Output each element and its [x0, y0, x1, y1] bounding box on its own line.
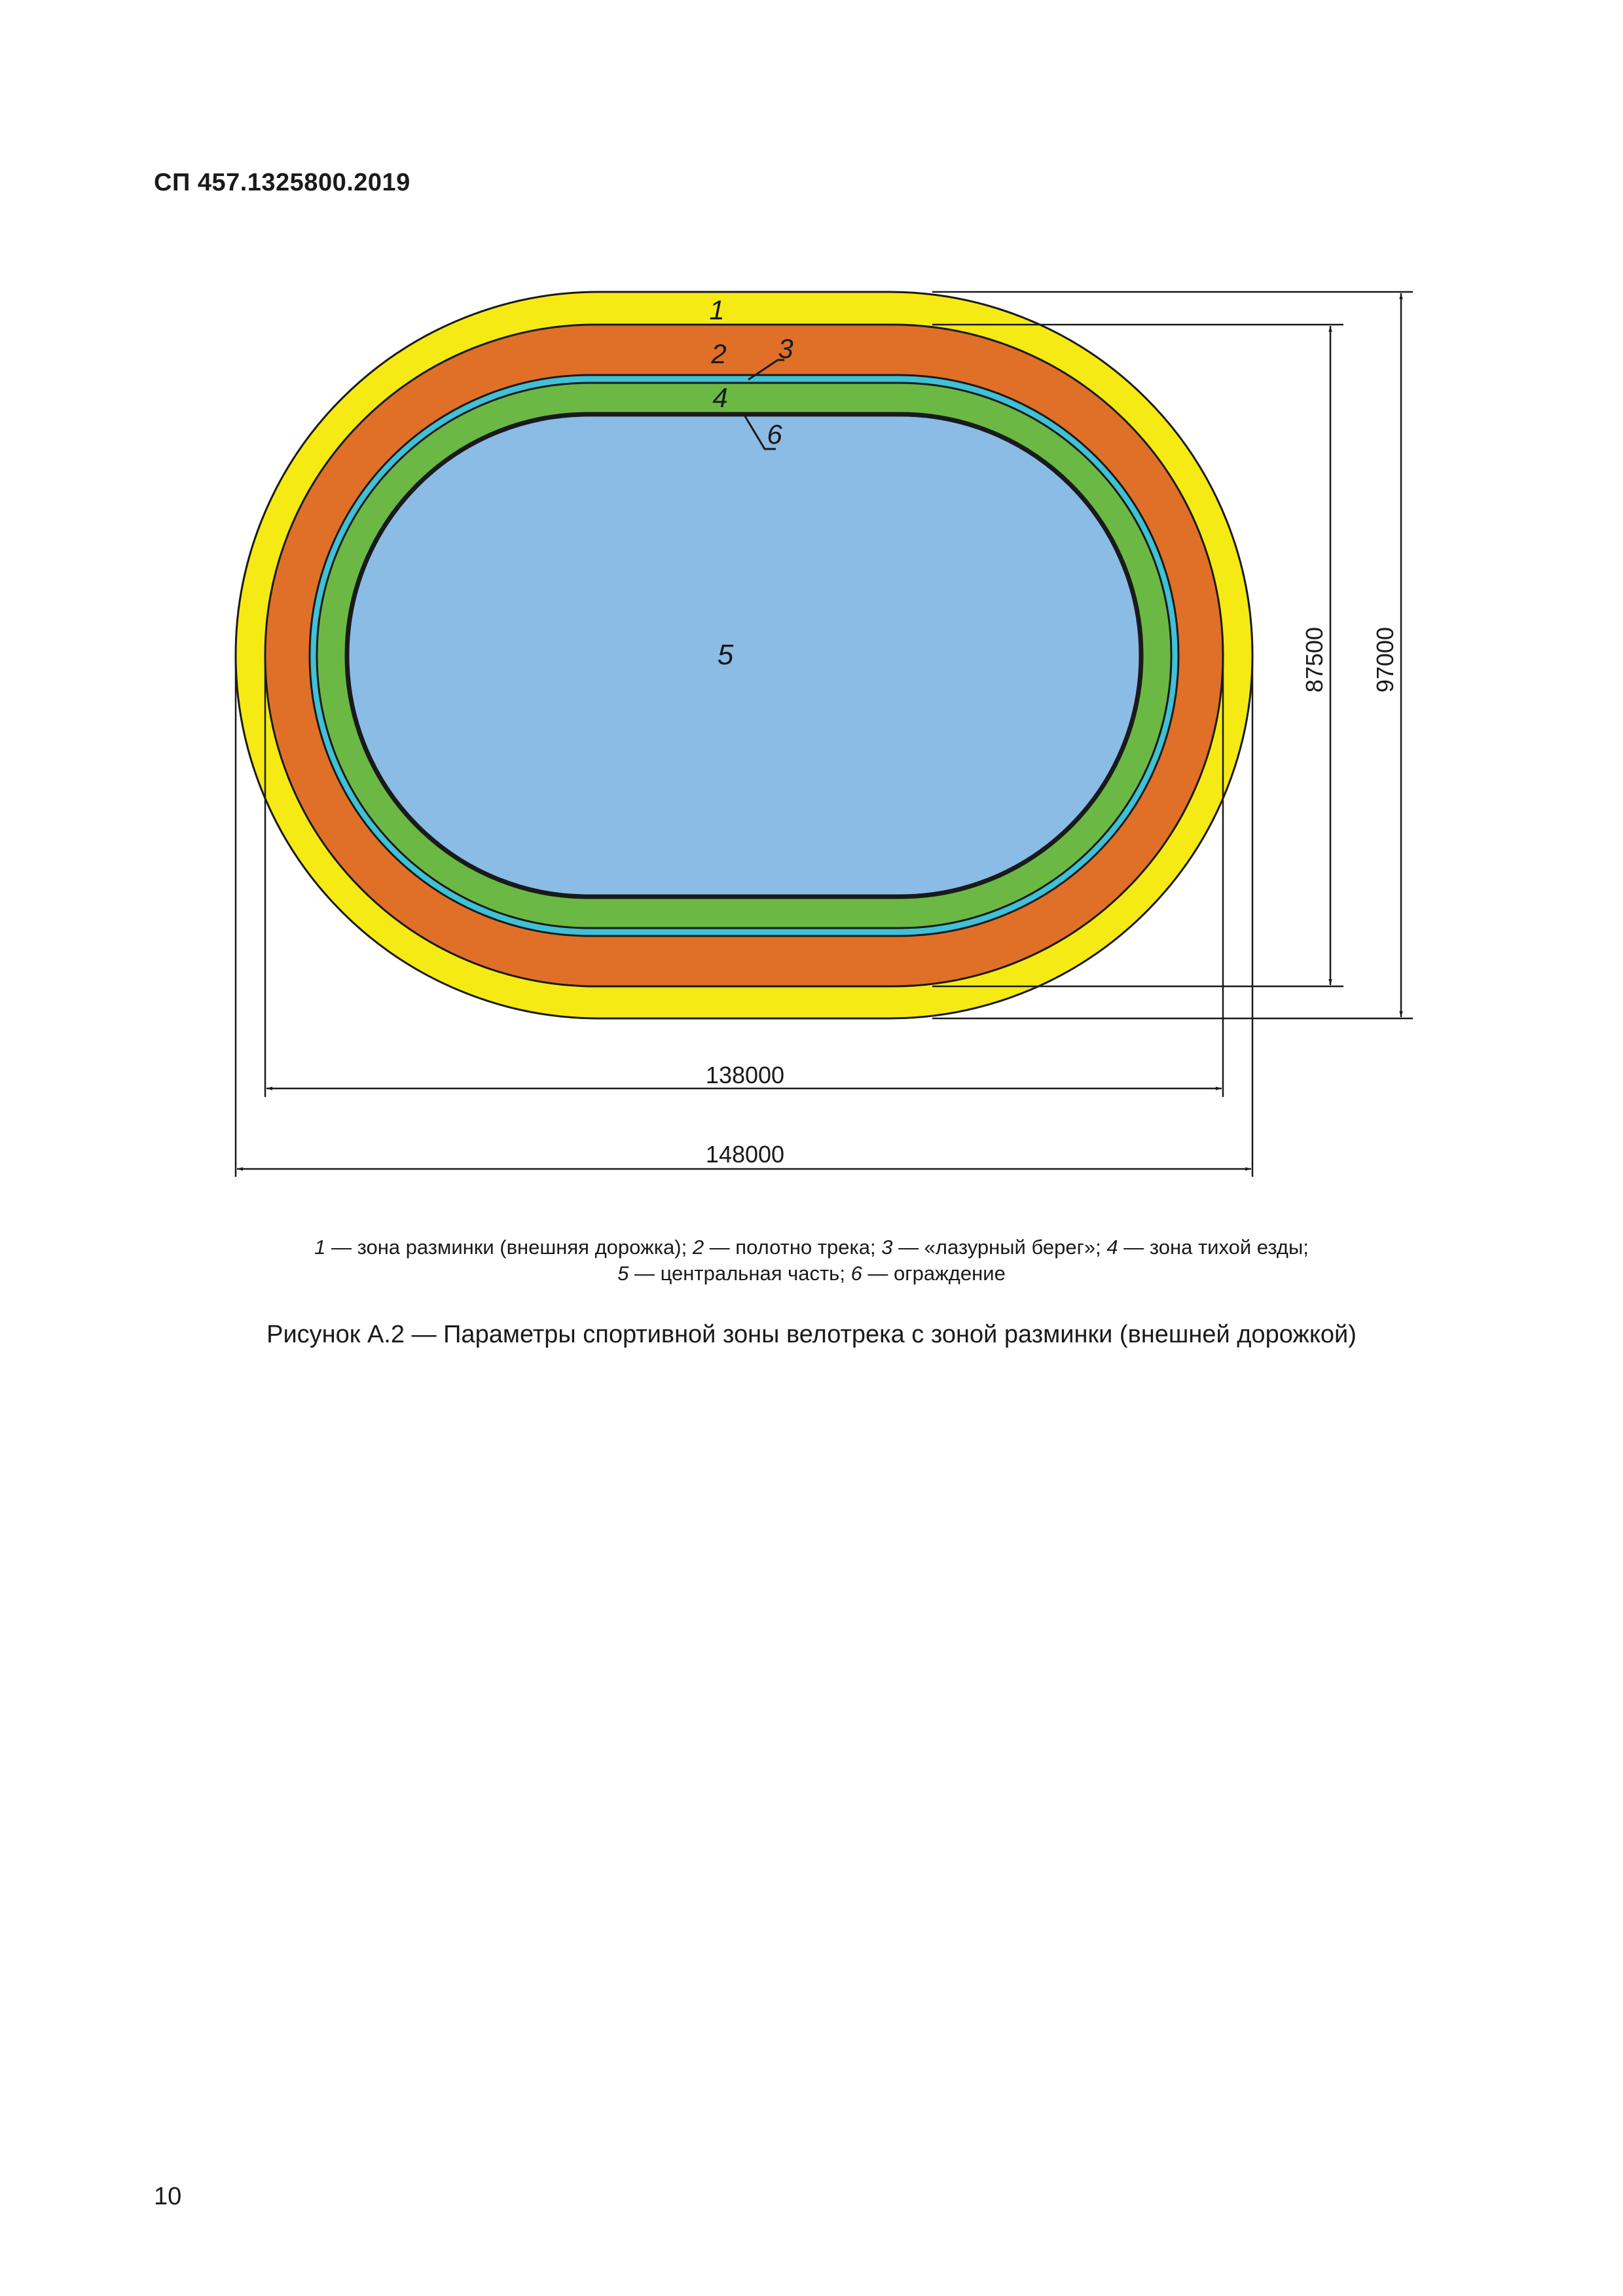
document-code-header: СП 457.1325800.2019 — [154, 169, 410, 196]
dimension-inner-height: 87500 — [1301, 626, 1328, 693]
figure-legend-line-2 — [0, 1261, 1623, 1287]
zone-label-1: 1 — [709, 295, 725, 325]
legend-text-5: — центральная часть; — [629, 1262, 851, 1285]
legend-text-2: — полотно трека; — [704, 1236, 882, 1259]
figure-legend-line-1 — [0, 1234, 1623, 1261]
legend-num-5: 5 — [617, 1262, 629, 1285]
legend-text-3: — «лазурный берег»; — [892, 1236, 1107, 1259]
zone-label-2: 2 — [711, 338, 727, 369]
legend-text-1: — зона разминки (внешняя дорожка); — [325, 1236, 693, 1259]
legend-text-4: — зона тихой езды; — [1118, 1236, 1309, 1259]
dimension-outer-height: 97000 — [1372, 626, 1398, 693]
legend-text-6: — ограждение — [862, 1262, 1006, 1285]
dimension-outer-width: 148000 — [705, 1141, 785, 1168]
page-number: 10 — [154, 2183, 182, 2210]
zone-label-4: 4 — [712, 382, 728, 413]
zone-central-part — [347, 414, 1141, 897]
legend-num-3: 3 — [881, 1236, 893, 1259]
legend-num-2: 2 — [692, 1236, 704, 1259]
legend-num-6: 6 — [850, 1262, 862, 1285]
legend-num-1: 1 — [314, 1236, 326, 1259]
zone-label-3: 3 — [778, 333, 793, 364]
zone-label-5: 5 — [717, 639, 734, 671]
figure-caption: Рисунок А.2 — Параметры спортивной зоны велотрека с зоной разминки (внешней дорожкой) — [266, 1321, 1357, 1348]
zone-label-6: 6 — [767, 419, 782, 450]
dimension-inner-width: 138000 — [705, 1062, 785, 1088]
legend-num-4: 4 — [1106, 1236, 1118, 1259]
